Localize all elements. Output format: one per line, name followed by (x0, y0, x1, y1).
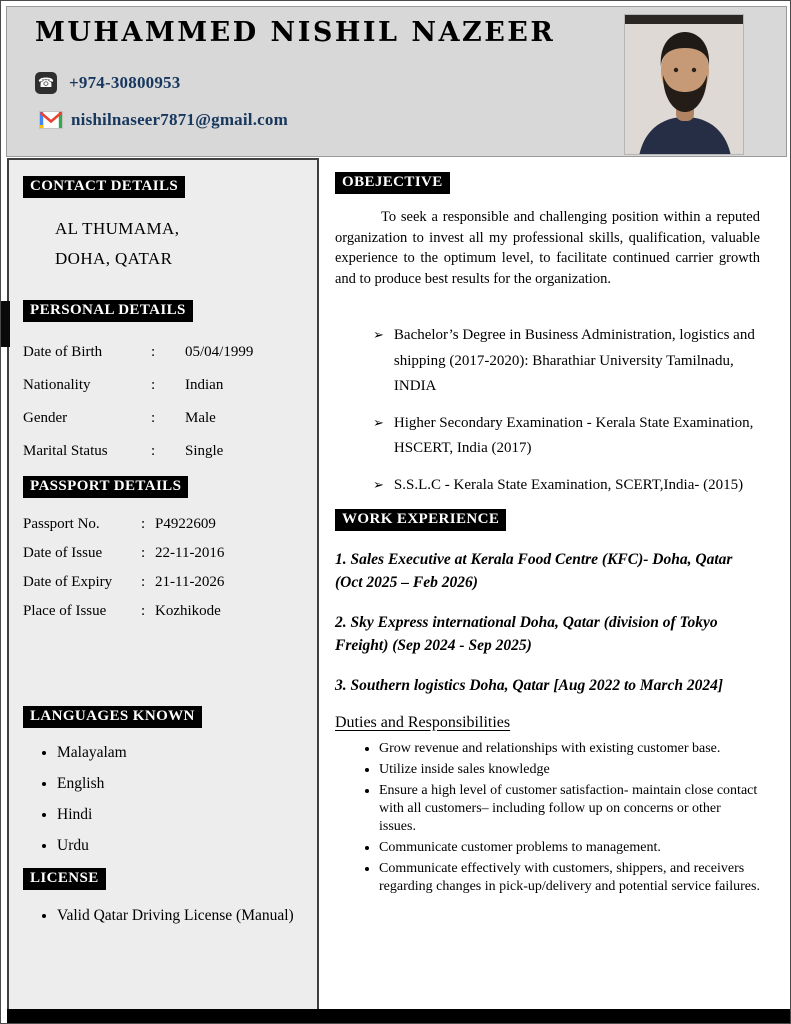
education-list (373, 323, 760, 498)
detail-separator: : (141, 602, 146, 619)
address-line-1: AL THUMAMA, (55, 219, 180, 238)
detail-row (23, 516, 305, 533)
email-address: nishilnaseer7871@gmail.com (71, 110, 288, 129)
education-text: S.S.L.C - Kerala State Examination, SCERT,India- (2015) (393, 476, 744, 493)
address-line-2: DOHA, QATAR (55, 248, 173, 268)
detail-separator: : (151, 442, 156, 459)
page-title: MUHAMMED NISHIL NAZEER (35, 17, 556, 48)
header (6, 6, 787, 157)
job-entry: 3. Southern logistics Doha, Qatar [Aug 2022 to March 2024] (335, 677, 723, 695)
detail-row (23, 344, 305, 361)
passport-details-section (23, 476, 305, 620)
languages-heading: LANGUAGES KNOWN (23, 706, 202, 728)
sidebar (7, 158, 319, 1011)
list-item: • Valid Qatar Driving License (Manual) (57, 906, 305, 926)
detail-label: Marital Status (23, 442, 108, 459)
objective-text: To seek a responsible and challenging position within a reputed organization to invest all my professional skills, qualification, valuable experience to the optimum level, to facilitate continued carrier growth and to produce best results for the organization. (335, 209, 760, 287)
work-experience-section (335, 509, 760, 531)
phone-icon: ☎ (35, 72, 57, 94)
detail-label: Passport No. (23, 515, 100, 532)
detail-row (23, 377, 305, 394)
gmail-icon (39, 111, 63, 129)
detail-separator: : (141, 573, 146, 590)
phone-number: +974-30800953 (69, 73, 181, 92)
list-item: • Hindi (57, 806, 305, 824)
passport-details-heading: PASSPORT DETAILS (23, 476, 188, 498)
license-section (23, 868, 305, 926)
detail-row (23, 574, 305, 591)
personal-details-heading: PERSONAL DETAILS (23, 300, 193, 322)
main-content (331, 158, 786, 1011)
detail-value: 22-11-2016 (155, 544, 225, 561)
list-item: • Urdu (57, 837, 305, 855)
detail-label: Gender (23, 409, 68, 426)
detail-label: Date of Issue (23, 544, 103, 561)
list-item: • Malayalam (57, 744, 305, 762)
job-entry: 1. Sales Executive at Kerala Food Centre (KFC)- Doha, Qatar (Oct 2025 – Feb 2026) (335, 551, 733, 591)
detail-value: Male (185, 409, 216, 426)
arrow-bullet-icon: ➢ (373, 415, 384, 431)
detail-value: P4922609 (155, 515, 216, 532)
personal-details-section (23, 300, 305, 460)
objective-heading: OBEJECTIVE (335, 172, 450, 194)
bottom-bar (7, 1009, 790, 1023)
duties-heading: Duties and Responsibilities (335, 713, 511, 731)
detail-row (23, 545, 305, 562)
detail-separator: : (151, 343, 156, 360)
job-entry: 2. Sky Express international Doha, Qatar (division of Tokyo Freight) (Sep 2024 - Sep 2025) (335, 614, 718, 654)
work-experience-heading: WORK EXPERIENCE (335, 509, 506, 531)
duty-item: • Utilize inside sales knowledge (379, 761, 760, 779)
contact-details-heading: CONTACT DETAILS (23, 176, 185, 198)
detail-row (23, 603, 305, 620)
detail-separator: : (151, 409, 156, 426)
list-item: • English (57, 775, 305, 793)
detail-separator: : (141, 544, 146, 561)
languages-list (23, 744, 305, 855)
education-item (373, 411, 760, 462)
detail-value: 05/04/1999 (185, 343, 254, 360)
personal-details-rows (23, 344, 305, 460)
profile-photo (624, 14, 744, 155)
address (55, 214, 305, 274)
detail-label: Date of Birth (23, 343, 103, 360)
license-heading: LICENSE (23, 868, 106, 890)
duty-item: • Communicate effectively with customers, shippers, and receivers regarding changes in pick-up/delivery and potential service failures. (379, 860, 760, 896)
detail-label: Date of Expiry (23, 573, 113, 590)
education-item (373, 473, 760, 499)
arrow-bullet-icon: ➢ (373, 477, 384, 493)
detail-row (23, 443, 305, 460)
education-text: Higher Secondary Examination - Kerala State Examination, HSCERT, India (2017) (393, 414, 754, 457)
duties-list (335, 740, 760, 896)
detail-value: Indian (185, 376, 224, 393)
license-list (23, 906, 305, 926)
detail-label: Place of Issue (23, 602, 107, 619)
duty-item: • Communicate customer problems to management. (379, 839, 760, 857)
contact-details-section (23, 176, 305, 274)
detail-separator: : (141, 515, 146, 532)
detail-value: 21-11-2026 (155, 573, 225, 590)
detail-separator: : (151, 376, 156, 393)
detail-value: Kozhikode (155, 602, 221, 619)
left-edge-notch (1, 301, 10, 347)
languages-section (23, 706, 305, 855)
detail-value: Single (185, 442, 224, 459)
passport-details-rows (23, 516, 305, 620)
duty-item: • Ensure a high level of customer satisfaction- maintain close contact with all customers– including follow up on concerns or other issues. (379, 782, 760, 836)
detail-label: Nationality (23, 376, 91, 393)
detail-row (23, 410, 305, 427)
education-text: Bachelor’s Degree in Business Administration, logistics and shipping (2017-2020): Bharathiar University Tamilnadu, INDIA (393, 327, 755, 395)
duty-item: • Grow revenue and relationships with existing customer base. (379, 740, 760, 758)
education-item (373, 323, 760, 400)
arrow-bullet-icon: ➢ (373, 328, 384, 344)
